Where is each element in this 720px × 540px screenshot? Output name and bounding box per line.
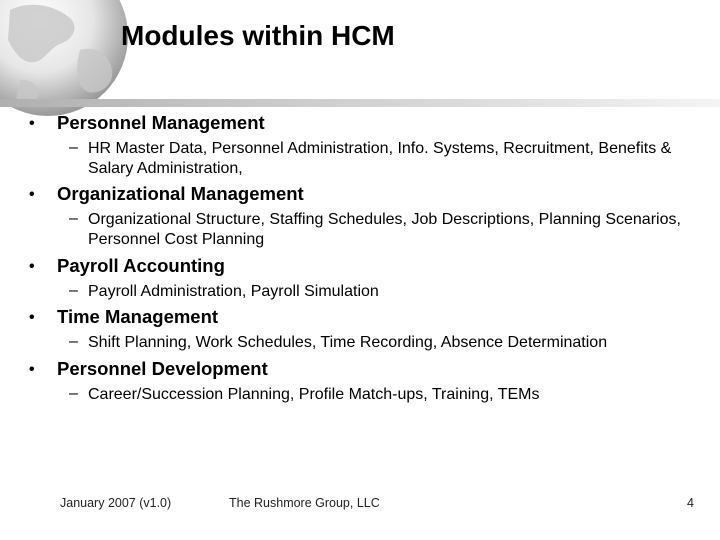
bullet-marker: • (29, 186, 35, 203)
sub-bullet-text: Shift Planning, Work Schedules, Time Recording, Absence Determination (88, 334, 608, 351)
bullet-marker: • (29, 258, 35, 275)
bullet-heading: Personnel Management (57, 112, 265, 133)
sub-bullet-text: HR Master Data, Personnel Administration, Info. Systems, Recruitment, Benefits & Salary Administration, (88, 140, 672, 177)
sub-bullet-marker: – (69, 385, 78, 402)
bullet-heading: Payroll Accounting (57, 255, 225, 276)
bullet-heading: Personnel Development (57, 358, 268, 379)
sub-bullet-marker: – (69, 210, 78, 227)
sub-bullet-text: Organizational Structure, Staffing Schedules, Job Descriptions, Planning Scenarios, Personnel Cost Planning (88, 211, 681, 248)
title-divider (0, 96, 720, 110)
sub-bullet-marker: – (69, 333, 78, 350)
footer-company: The Rushmore Group, LLC (229, 496, 380, 510)
bullet-marker: • (29, 309, 35, 326)
slide-title: Modules within HCM (121, 20, 395, 51)
sub-bullet-text: Career/Succession Planning, Profile Match-ups, Training, TEMs (88, 386, 540, 403)
sub-bullet-marker: – (69, 139, 78, 156)
page-number: 4 (687, 496, 694, 510)
sub-bullet-marker: – (69, 282, 78, 299)
bullet-heading: Organizational Management (57, 183, 304, 204)
footer-date: January 2007 (v1.0) (60, 496, 172, 510)
bullet-heading: Time Management (57, 306, 219, 327)
sub-bullet-text: Payroll Administration, Payroll Simulation (88, 283, 379, 300)
bullet-marker: • (29, 115, 35, 132)
bullet-marker: • (29, 361, 35, 378)
